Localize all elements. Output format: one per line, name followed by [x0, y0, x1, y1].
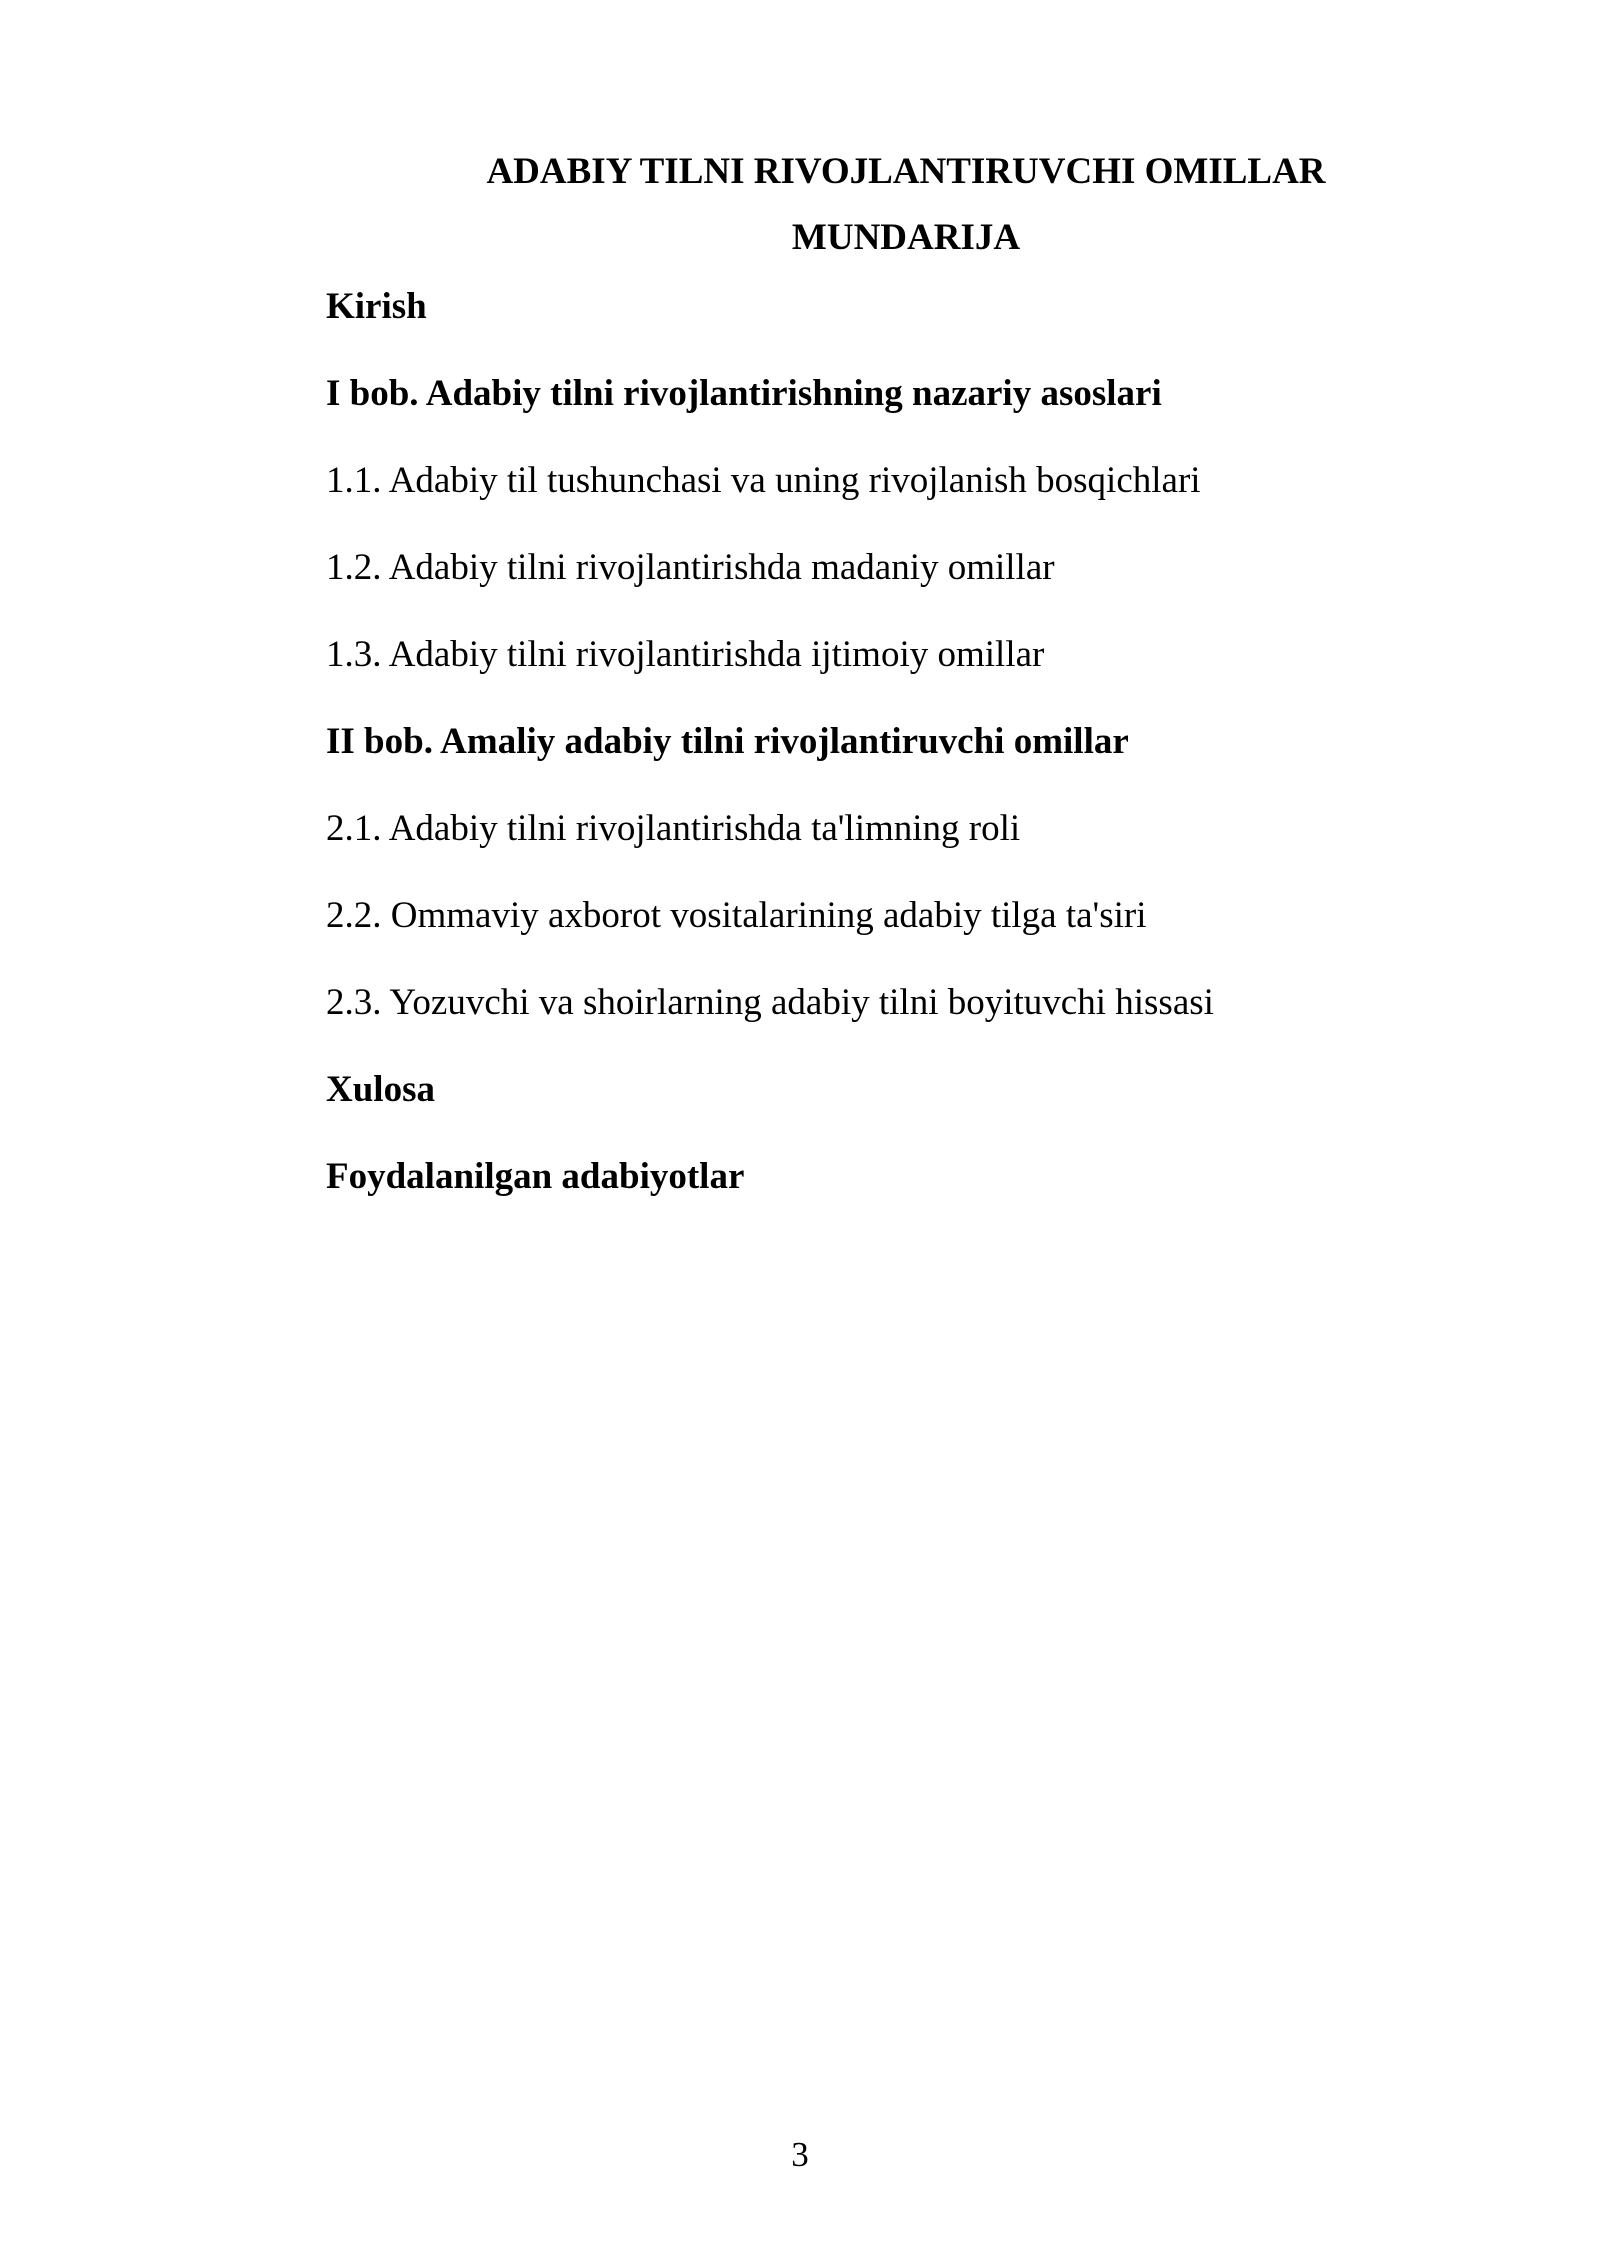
toc-item-section-2-1: 2.1. Adabiy tilni rivojlantirishda ta'limning roli [326, 808, 1021, 849]
document-title: ADABIY TILNI RIVOJLANTIRUVCHI OMILLAR [486, 151, 1326, 192]
table-of-contents [326, 282, 1506, 1239]
toc-item-section-1-3: 1.3. Adabiy tilni rivojlantirishda ijtimoiy omillar [326, 634, 1045, 675]
toc-item-section-2-3: 2.3. Yozuvchi va shoirlarning adabiy tilni boyituvchi hissasi [326, 982, 1214, 1023]
toc-heading: MUNDARIJA [791, 217, 1021, 258]
toc-item-introduction: Kirish [326, 286, 427, 327]
page-number: 3 [791, 2135, 809, 2174]
toc-item-section-2-2: 2.2. Ommaviy axborot vositalarining adabiy tilga ta'siri [326, 895, 1147, 936]
toc-item-section-1-2: 1.2. Adabiy tilni rivojlantirishda madaniy omillar [326, 547, 1055, 588]
toc-item-section-1-1: 1.1. Adabiy til tushunchasi va uning rivojlanish bosqichlari [326, 460, 1201, 501]
toc-item-chapter-1: I bob. Adabiy tilni rivojlantirishning nazariy asoslari [326, 373, 1162, 414]
toc-item-conclusion: Xulosa [326, 1069, 435, 1110]
toc-item-chapter-2: II bob. Amaliy adabiy tilni rivojlantiruvchi omillar [326, 721, 1129, 762]
toc-item-references: Foydalanilgan adabiyotlar [326, 1156, 745, 1197]
